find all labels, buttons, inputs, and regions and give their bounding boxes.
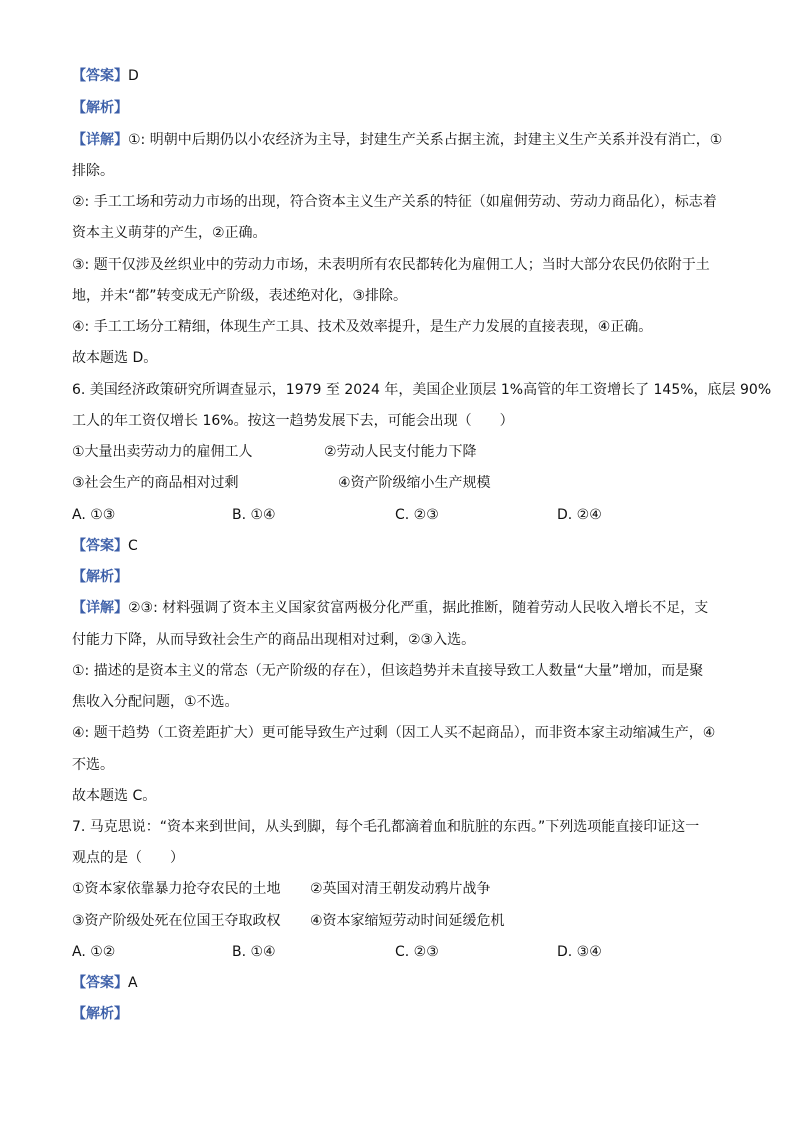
q6-option-c: C. ②③ [395, 507, 439, 523]
q7-stem-line-2: 观点的是（ ） [72, 850, 184, 866]
q5-detail-line-1: 【详解】①: 明朝中后期仍以小农经济为主导，封建生产关系占据主流，封建主义生产关系并没有消亡，① [72, 132, 723, 148]
q6-detail-line-3: ①: 描述的是资本主义的常态（无产阶级的存在），但该趋势并未直接导致工人数量“大量”增加，而是聚 [72, 663, 704, 679]
q7-statement-1: ①资本家依靠暴力抢夺农民的土地 [72, 881, 281, 897]
q7-statement-4: ④资本家缩短劳动时间延缓危机 [310, 913, 505, 929]
q6-answer: C [128, 538, 138, 554]
q6-statement-2: ②劳动人民支付能力下降 [324, 444, 477, 460]
detail-label: 【详解】 [72, 132, 128, 148]
q7-option-a: A. ①② [72, 944, 116, 960]
q5-detail-line-3: ②: 手工工场和劳动力市场的出现，符合资本主义生产关系的特征（如雇佣劳动、劳动力商品化），标志着 [72, 194, 717, 210]
q5-conclusion: 故本题选 D。 [72, 350, 158, 366]
q7-answer-line: 【答案】A [72, 975, 138, 991]
q7-option-c: C. ②③ [395, 944, 439, 960]
q5-detail-line-2: 排除。 [72, 163, 114, 179]
q6-detail-line-6: 不选。 [72, 757, 114, 773]
q6-stem-line-1: 6. 美国经济政策研究所调查显示，1979 至 2024 年，美国企业顶层 1%高管的年工资增长了 145%，底层 90% [72, 382, 772, 398]
q6-statement-3: ③社会生产的商品相对过剩 [72, 475, 239, 491]
q7-option-d: D. ③④ [557, 944, 602, 960]
q7-option-b: B. ①④ [232, 944, 276, 960]
q6-detail-line-5: ④: 题干趋势（工资差距扩大）更可能导致生产过剩（因工人买不起商品），而非资本家主动缩减生产，④ [72, 725, 716, 741]
q6-statement-1: ①大量出卖劳动力的雇佣工人 [72, 444, 253, 460]
q6-stem-line-2: 工人的年工资仅增长 16%。按这一趋势发展下去，可能会出现（ ） [72, 413, 514, 429]
q6-detail-line-2: 付能力下降，从而导致社会生产的商品出现相对过剩，②③入选。 [72, 632, 476, 648]
q5-answer: D [128, 68, 139, 84]
q6-option-b: B. ①④ [232, 507, 276, 523]
q7-statement-3: ③资产阶级处死在位国王夺取政权 [72, 913, 281, 929]
q6-conclusion: 故本题选 C。 [72, 788, 157, 804]
q6-analysis-label: 【解析】 [72, 569, 128, 585]
answer-label: 【答案】 [72, 68, 128, 84]
q5-detail-line-7: ④: 手工工场分工精细，体现生产工具、技术及效率提升，是生产力发展的直接表现，④正确。 [72, 319, 653, 335]
q6-answer-line: 【答案】C [72, 538, 138, 554]
q5-detail-line-4: 资本主义萌芽的产生，②正确。 [72, 225, 267, 241]
q6-statement-4: ④资产阶级缩小生产规模 [338, 475, 491, 491]
q6-option-a: A. ①③ [72, 507, 116, 523]
q7-analysis-label: 【解析】 [72, 1006, 128, 1022]
q7-answer: A [128, 975, 138, 991]
q7-stem-line-1: 7. 马克思说：“资本来到世间，从头到脚，每个毛孔都滴着血和肮脏的东西。”下列选项能直接印证这一 [72, 819, 700, 835]
q6-option-d: D. ②④ [557, 507, 602, 523]
q7-statement-2: ②英国对清王朝发动鸦片战争 [310, 881, 491, 897]
q5-analysis-label: 【解析】 [72, 100, 128, 116]
q5-detail-line-6: 地，并未“都”转变成无产阶级，表述绝对化，③排除。 [72, 288, 408, 304]
q6-detail-line-1: 【详解】②③: 材料强调了资本主义国家贫富两极分化严重，据此推断，随着劳动人民收入增长不足，支 [72, 600, 709, 616]
q5-answer-line [72, 67, 139, 85]
q6-detail-line-4: 焦收入分配问题，①不选。 [72, 694, 239, 710]
q5-detail-line-5: ③: 题干仅涉及丝织业中的劳动力市场，未表明所有农民都转化为雇佣工人；当时大部分农民仍依附于土 [72, 257, 710, 273]
